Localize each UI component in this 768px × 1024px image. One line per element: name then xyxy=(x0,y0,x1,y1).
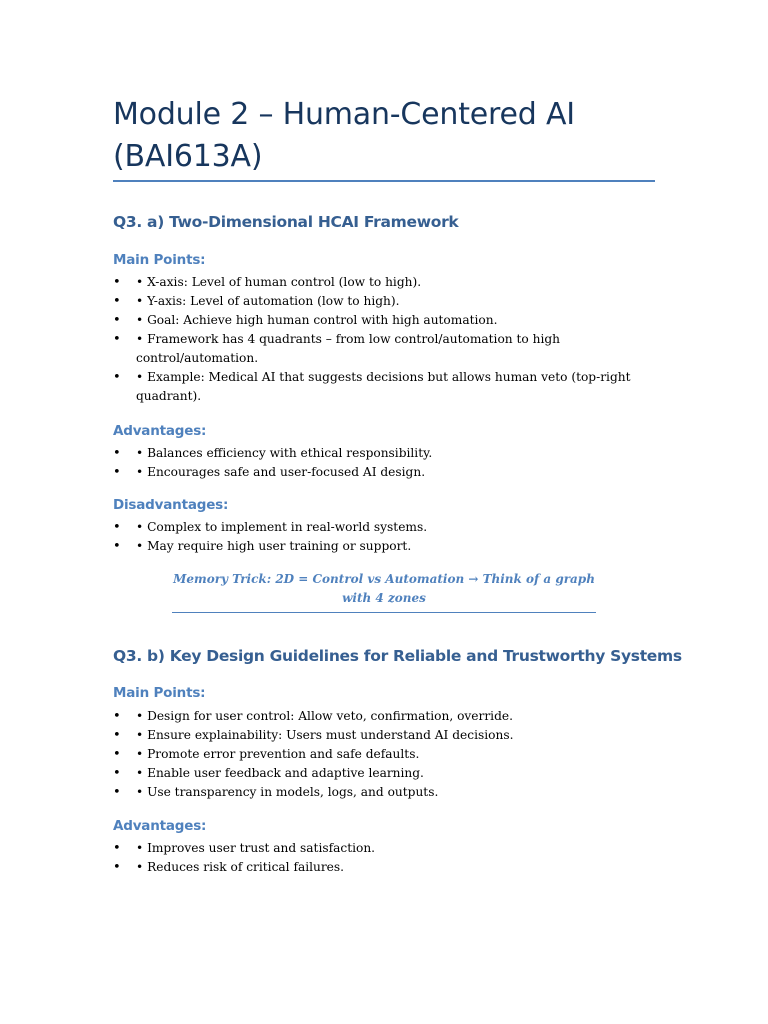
bullet-icon: • xyxy=(113,313,121,328)
title-divider xyxy=(113,180,655,182)
list-item: • • Framework has 4 quadrants – from low control/automation to high control/automation. xyxy=(113,332,561,365)
list-item: • • Ensure explainability: Users must understand AI decisions. xyxy=(113,728,514,743)
list-item: • • Complex to implement in real-world systems. xyxy=(113,520,428,535)
bullet-icon: • xyxy=(113,728,121,743)
bullet-icon: • xyxy=(113,841,121,856)
list-item: • • Design for user control: Allow veto, confirmation, override. xyxy=(113,709,513,724)
q3b-advantages-label: Advantages: xyxy=(113,818,207,834)
bullet-icon: • xyxy=(113,539,121,554)
list-item: • • Enable user feedback and adaptive learning. xyxy=(113,766,424,781)
list-item: • • May require high user training or support. xyxy=(113,539,412,554)
bullet-icon: • xyxy=(113,370,121,385)
bullet-icon: • xyxy=(113,766,121,781)
list-item: • • Example: Medical AI that suggests decisions but allows human veto (top-right quadrant). xyxy=(113,370,631,403)
bullet-icon: • xyxy=(113,294,121,309)
bullet-icon: • xyxy=(113,275,121,290)
q3b-heading: Q3. b) Key Design Guidelines for Reliable and Trustworthy Systems xyxy=(113,647,682,665)
list-item: • • Encourages safe and user-focused AI design. xyxy=(113,465,426,480)
q3a-heading: Q3. a) Two-Dimensional HCAI Framework xyxy=(113,213,459,231)
bullet-icon: • xyxy=(113,747,121,762)
bullet-icon: • xyxy=(113,709,121,724)
bullet-icon: • xyxy=(113,785,121,800)
q3a-advantages-list xyxy=(113,444,633,482)
bullet-icon: • xyxy=(113,860,121,875)
list-item: • • Balances efficiency with ethical responsibility. xyxy=(113,446,433,461)
list-item: • • Use transparency in models, logs, and outputs. xyxy=(113,785,439,800)
q3a-disadvantages-label: Disadvantages: xyxy=(113,497,229,513)
list-item: • • Reduces risk of critical failures. xyxy=(113,860,345,875)
q3a-disadvantages-list xyxy=(113,518,633,556)
q3a-main-points-label: Main Points: xyxy=(113,252,206,268)
bullet-icon: • xyxy=(113,446,121,461)
bullet-icon: • xyxy=(113,520,121,535)
list-item: • • X-axis: Level of human control (low to high). xyxy=(113,275,422,290)
page-title: Module 2 – Human-Centered AI (BAI613A) xyxy=(113,97,575,174)
list-item: • • Promote error prevention and safe defaults. xyxy=(113,747,420,762)
memory-trick: Memory Trick: 2D = Control vs Automation → Think of a graph with 4 zones xyxy=(173,572,595,605)
q3b-advantages-list xyxy=(113,839,633,877)
list-item: • • Improves user trust and satisfaction. xyxy=(113,841,376,856)
memory-trick-divider xyxy=(172,612,596,613)
q3b-main-points-list xyxy=(113,707,633,802)
bullet-icon: • xyxy=(113,332,121,347)
q3a-main-points-list xyxy=(113,273,633,406)
list-item: • • Goal: Achieve high human control with high automation. xyxy=(113,313,498,328)
bullet-icon: • xyxy=(113,465,121,480)
q3b-main-points-label: Main Points: xyxy=(113,685,206,701)
q3a-advantages-label: Advantages: xyxy=(113,423,207,439)
list-item: • • Y-axis: Level of automation (low to high). xyxy=(113,294,400,309)
